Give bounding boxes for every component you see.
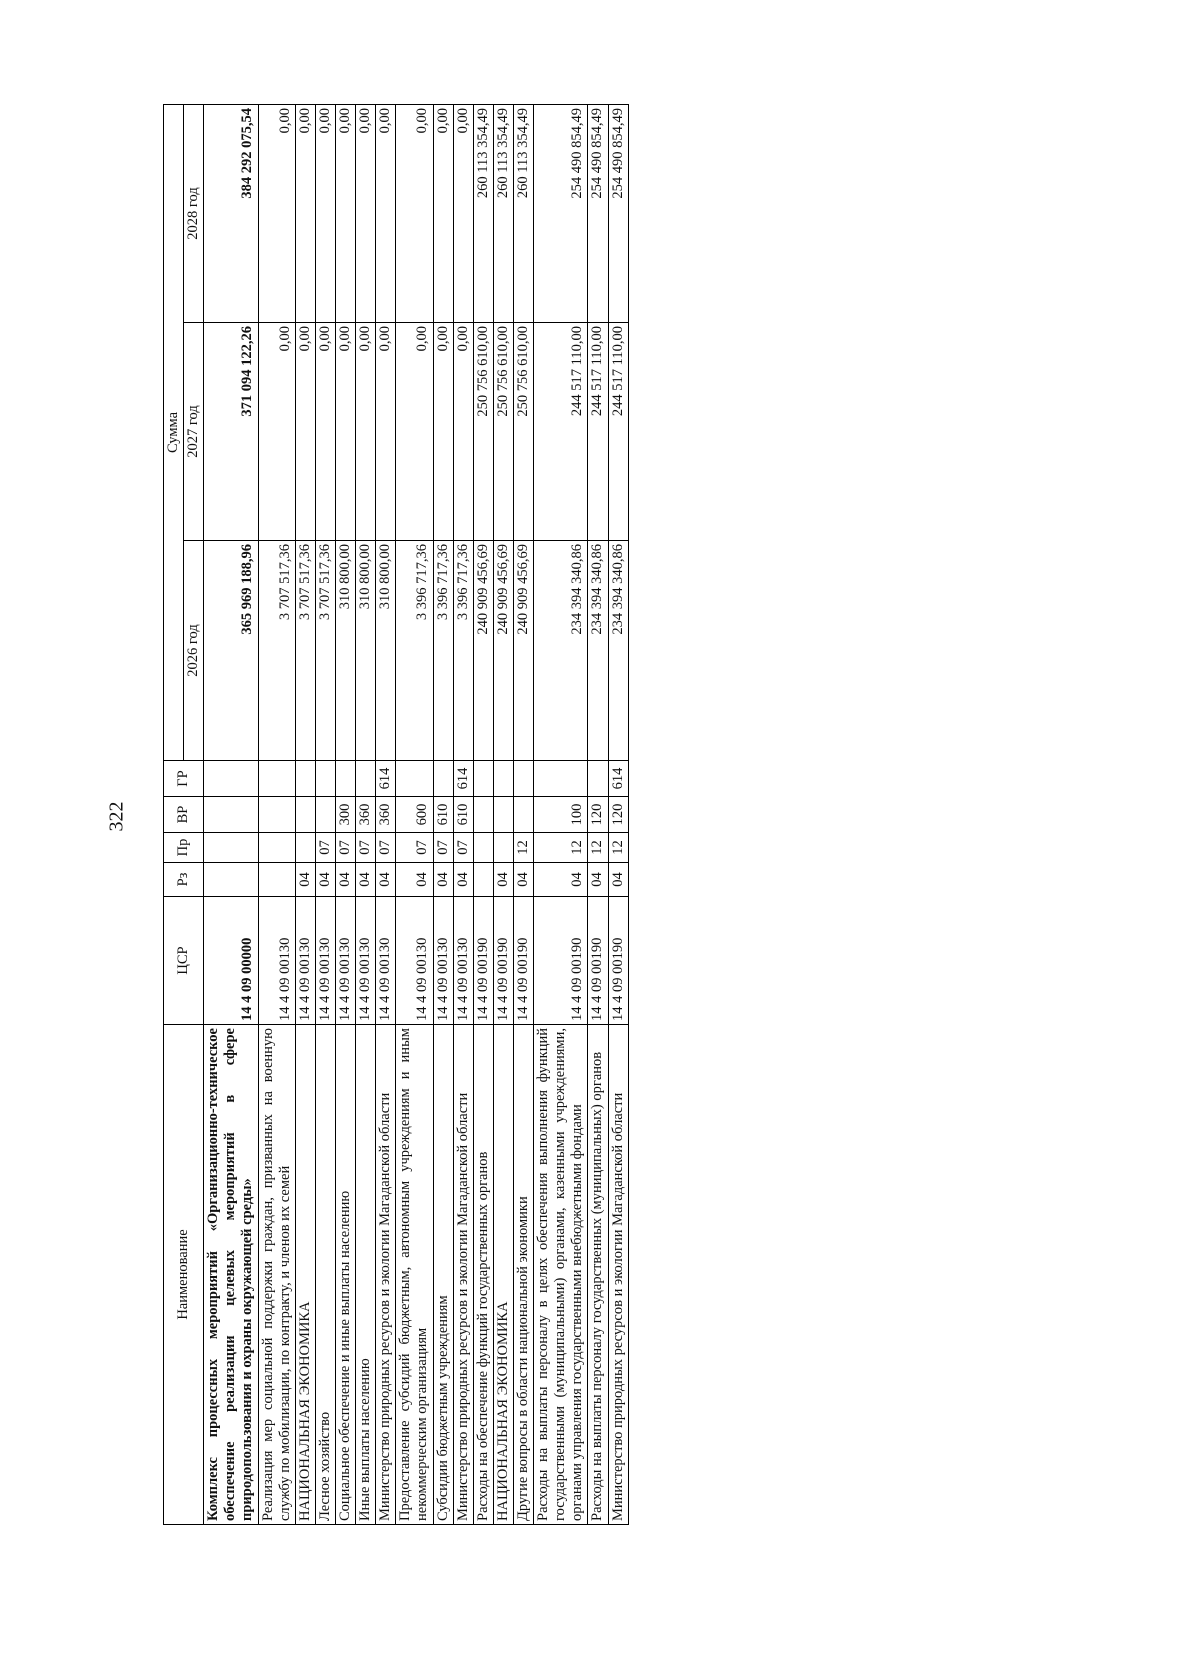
cell-csr: 14 4 09 00190 <box>608 897 628 1025</box>
cell-name: Предоставление субсидий бюджетным, автономным учреждениям и иным некоммерческим организациям <box>396 1025 433 1525</box>
cell-2027: 244 517 110,00 <box>588 323 608 541</box>
cell-2026: 240 909 456,69 <box>493 541 513 761</box>
cell-csr: 14 4 09 00190 <box>493 897 513 1025</box>
cell-2028: 0,00 <box>295 104 315 322</box>
table-row <box>396 104 433 1524</box>
cell-pr <box>493 833 513 863</box>
cell-2027: 371 094 122,26 <box>204 323 258 541</box>
cell-csr: 14 4 09 00130 <box>258 897 295 1025</box>
cell-pr: 12 <box>513 833 533 863</box>
cell-gr: 614 <box>453 761 473 797</box>
cell-2027: 0,00 <box>315 323 335 541</box>
cell-2026: 3 396 717,36 <box>433 541 453 761</box>
table-row <box>453 104 473 1524</box>
cell-gr <box>315 761 335 797</box>
table-row <box>433 104 453 1524</box>
table-row <box>315 104 335 1524</box>
cell-csr: 14 4 09 00130 <box>295 897 315 1025</box>
cell-2027: 244 517 110,00 <box>608 323 628 541</box>
cell-rz: 04 <box>534 863 588 897</box>
header-pr: Пр <box>164 833 204 863</box>
cell-vr: 120 <box>608 797 628 833</box>
cell-name: НАЦИОНАЛЬНАЯ ЭКОНОМИКА <box>295 1025 315 1525</box>
cell-2028: 0,00 <box>376 104 396 322</box>
cell-2027: 0,00 <box>335 323 355 541</box>
cell-csr: 14 4 09 00000 <box>204 897 258 1025</box>
cell-2027: 0,00 <box>258 323 295 541</box>
cell-csr: 14 4 09 00130 <box>315 897 335 1025</box>
cell-vr <box>258 797 295 833</box>
cell-rz: 04 <box>315 863 335 897</box>
cell-csr: 14 4 09 00130 <box>335 897 355 1025</box>
cell-2026: 310 800,00 <box>335 541 355 761</box>
cell-2026: 310 800,00 <box>356 541 376 761</box>
cell-2026: 3 396 717,36 <box>396 541 433 761</box>
table-row <box>513 104 533 1524</box>
cell-2028: 260 113 354,49 <box>473 104 493 322</box>
cell-vr <box>493 797 513 833</box>
cell-pr: 07 <box>335 833 355 863</box>
cell-2028: 254 490 854,49 <box>534 104 588 322</box>
cell-rz: 04 <box>433 863 453 897</box>
header-rz: Рз <box>164 863 204 897</box>
table-row <box>588 104 608 1524</box>
cell-gr: 614 <box>608 761 628 797</box>
cell-2028: 384 292 075,54 <box>204 104 258 322</box>
cell-vr: 360 <box>356 797 376 833</box>
cell-name: Другие вопросы в области национальной экономики <box>513 1025 533 1525</box>
cell-name: Реализация мер социальной поддержки граждан, призванных на военную службу по мобилизации, по контракту, и членов их семей <box>258 1025 295 1525</box>
cell-pr: 12 <box>608 833 628 863</box>
cell-gr: 614 <box>376 761 396 797</box>
header-2028: 2028 год <box>184 104 204 322</box>
cell-pr <box>295 833 315 863</box>
cell-2027: 244 517 110,00 <box>534 323 588 541</box>
cell-gr <box>473 761 493 797</box>
rotated-page-content <box>163 105 1043 1525</box>
cell-2027: 0,00 <box>356 323 376 541</box>
cell-pr: 07 <box>396 833 433 863</box>
cell-gr <box>204 761 258 797</box>
cell-rz: 04 <box>376 863 396 897</box>
table-row <box>534 104 588 1524</box>
cell-pr <box>473 833 493 863</box>
cell-vr: 610 <box>453 797 473 833</box>
cell-2026: 365 969 188,96 <box>204 541 258 761</box>
cell-2027: 0,00 <box>433 323 453 541</box>
cell-csr: 14 4 09 00190 <box>473 897 493 1025</box>
table-row <box>376 104 396 1524</box>
cell-name: Комплекс процессных мероприятий «Организационно-техническое обеспечение реализации целевых мероприятий в сфере природопользования и охраны окружающей среды» <box>204 1025 258 1525</box>
cell-pr: 07 <box>433 833 453 863</box>
cell-vr <box>204 797 258 833</box>
cell-vr: 600 <box>396 797 433 833</box>
cell-name: Социальное обеспечение и иные выплаты населению <box>335 1025 355 1525</box>
cell-2026: 240 909 456,69 <box>513 541 533 761</box>
cell-vr <box>295 797 315 833</box>
cell-name: Субсидии бюджетным учреждениям <box>433 1025 453 1525</box>
cell-2027: 0,00 <box>295 323 315 541</box>
cell-rz: 04 <box>396 863 433 897</box>
cell-2028: 0,00 <box>433 104 453 322</box>
cell-rz: 04 <box>356 863 376 897</box>
cell-csr: 14 4 09 00130 <box>376 897 396 1025</box>
cell-2026: 234 394 340,86 <box>608 541 628 761</box>
cell-2027: 250 756 610,00 <box>473 323 493 541</box>
cell-rz: 04 <box>608 863 628 897</box>
cell-gr <box>588 761 608 797</box>
cell-name: Расходы на выплаты персоналу государственных (муниципальных) органов <box>588 1025 608 1525</box>
cell-pr: 07 <box>356 833 376 863</box>
cell-vr <box>513 797 533 833</box>
cell-2027: 0,00 <box>396 323 433 541</box>
cell-pr: 07 <box>376 833 396 863</box>
cell-vr: 300 <box>335 797 355 833</box>
page-number: 322 <box>105 801 128 832</box>
header-2026: 2026 год <box>184 541 204 761</box>
cell-gr <box>433 761 453 797</box>
table-row <box>608 104 628 1524</box>
cell-pr: 12 <box>588 833 608 863</box>
cell-csr: 14 4 09 00190 <box>534 897 588 1025</box>
cell-pr <box>204 833 258 863</box>
table-row <box>204 104 258 1524</box>
cell-vr: 100 <box>534 797 588 833</box>
cell-2026: 310 800,00 <box>376 541 396 761</box>
cell-rz <box>473 863 493 897</box>
cell-2026: 240 909 456,69 <box>473 541 493 761</box>
cell-2028: 0,00 <box>315 104 335 322</box>
header-gr: ГР <box>164 761 204 797</box>
cell-gr <box>513 761 533 797</box>
cell-2027: 0,00 <box>453 323 473 541</box>
table-row <box>258 104 295 1524</box>
cell-rz <box>204 863 258 897</box>
header-sum: Сумма <box>164 104 184 760</box>
cell-rz <box>258 863 295 897</box>
cell-rz: 04 <box>588 863 608 897</box>
cell-2028: 0,00 <box>356 104 376 322</box>
cell-2028: 260 113 354,49 <box>513 104 533 322</box>
table-row <box>335 104 355 1524</box>
cell-2028: 260 113 354,49 <box>493 104 513 322</box>
cell-name: НАЦИОНАЛЬНАЯ ЭКОНОМИКА <box>493 1025 513 1525</box>
cell-gr <box>335 761 355 797</box>
cell-2028: 0,00 <box>335 104 355 322</box>
cell-gr <box>356 761 376 797</box>
cell-2026: 3 707 517,36 <box>315 541 335 761</box>
cell-name: Лесное хозяйство <box>315 1025 335 1525</box>
cell-2026: 3 707 517,36 <box>258 541 295 761</box>
cell-gr <box>295 761 315 797</box>
cell-vr: 360 <box>376 797 396 833</box>
cell-2028: 0,00 <box>396 104 433 322</box>
cell-2028: 0,00 <box>453 104 473 322</box>
cell-csr: 14 4 09 00130 <box>396 897 433 1025</box>
cell-name: Министерство природных ресурсов и экологии Магаданской области <box>608 1025 628 1525</box>
cell-2027: 250 756 610,00 <box>493 323 513 541</box>
cell-rz: 04 <box>453 863 473 897</box>
cell-csr: 14 4 09 00190 <box>513 897 533 1025</box>
header-2027: 2027 год <box>184 323 204 541</box>
cell-csr: 14 4 09 00130 <box>433 897 453 1025</box>
cell-vr: 610 <box>433 797 453 833</box>
table-row <box>295 104 315 1524</box>
cell-pr <box>258 833 295 863</box>
table-body <box>204 104 628 1524</box>
cell-pr: 07 <box>315 833 335 863</box>
cell-csr: 14 4 09 00190 <box>588 897 608 1025</box>
cell-csr: 14 4 09 00130 <box>453 897 473 1025</box>
cell-2028: 254 490 854,49 <box>588 104 608 322</box>
cell-2026: 234 394 340,86 <box>588 541 608 761</box>
cell-2028: 254 490 854,49 <box>608 104 628 322</box>
cell-name: Расходы на выплаты персоналу в целях обеспечения выполнения функций государственными (муниципальными) органами, казенными учреждениями, органами управления государственными внебюджетными фондами <box>534 1025 588 1525</box>
cell-pr: 12 <box>534 833 588 863</box>
header-row-1 <box>164 104 184 1524</box>
cell-name: Министерство природных ресурсов и экологии Магаданской области <box>376 1025 396 1525</box>
cell-rz: 04 <box>493 863 513 897</box>
table-row <box>493 104 513 1524</box>
cell-gr <box>396 761 433 797</box>
header-csr: ЦСР <box>164 897 204 1025</box>
cell-2026: 3 707 517,36 <box>295 541 315 761</box>
cell-vr: 120 <box>588 797 608 833</box>
cell-name: Министерство природных ресурсов и экологии Магаданской области <box>453 1025 473 1525</box>
cell-gr <box>258 761 295 797</box>
cell-vr <box>315 797 335 833</box>
header-name: Наименование <box>164 1025 204 1525</box>
header-vr: ВР <box>164 797 204 833</box>
table-row <box>356 104 376 1524</box>
budget-table <box>163 104 629 1525</box>
table-row <box>473 104 493 1524</box>
cell-gr <box>493 761 513 797</box>
cell-2026: 234 394 340,86 <box>534 541 588 761</box>
cell-2027: 250 756 610,00 <box>513 323 533 541</box>
cell-2026: 3 396 717,36 <box>453 541 473 761</box>
cell-pr: 07 <box>453 833 473 863</box>
cell-vr <box>473 797 493 833</box>
cell-rz: 04 <box>335 863 355 897</box>
cell-name: Расходы на обеспечение функций государственных органов <box>473 1025 493 1525</box>
cell-2028: 0,00 <box>258 104 295 322</box>
cell-csr: 14 4 09 00130 <box>356 897 376 1025</box>
cell-name: Иные выплаты населению <box>356 1025 376 1525</box>
cell-rz: 04 <box>513 863 533 897</box>
cell-2027: 0,00 <box>376 323 396 541</box>
cell-rz: 04 <box>295 863 315 897</box>
cell-gr <box>534 761 588 797</box>
